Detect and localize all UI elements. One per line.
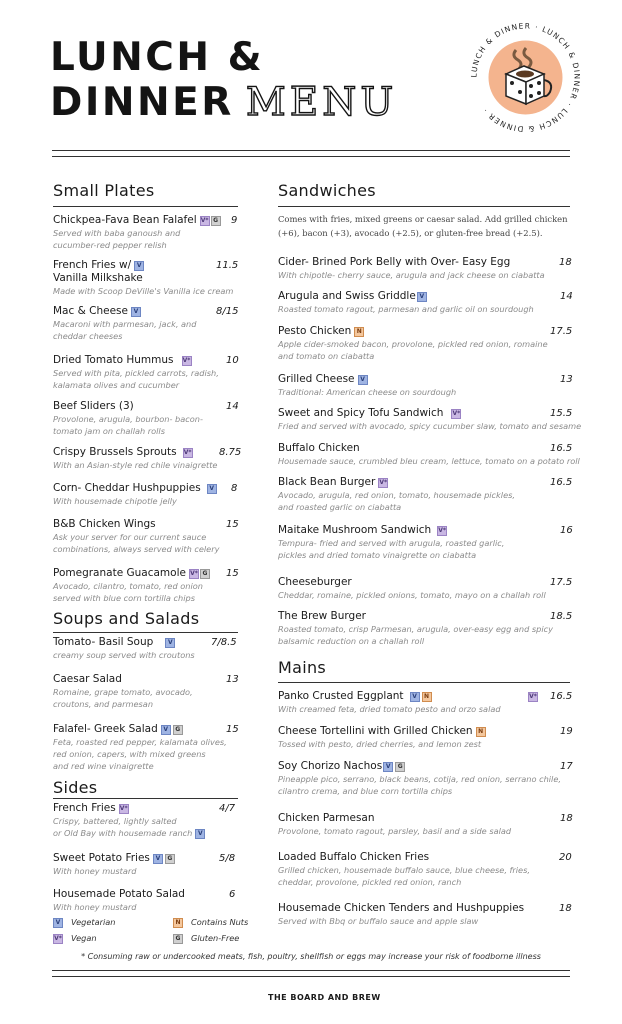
menu-item — [53, 518, 238, 555]
foodborne-illness-note: * Consuming raw or undercooked meats, fish, poultry, shellfish or eggs may increase your risk of foodborne illness — [81, 952, 541, 961]
item-name: Housemade Potato Salad — [53, 888, 185, 900]
item-price: 7/8.5 — [211, 637, 237, 648]
item-description: pickles and dried tomato vinaigrette on ciabatta — [278, 550, 477, 560]
item-description: Provolone, arugula, bourbon- bacon- — [53, 414, 203, 424]
menu-item — [278, 851, 570, 888]
item-description: cheddar, provolone, pickled red onion, ranch — [278, 877, 462, 887]
menu-title-dinner: DINNER — [50, 80, 234, 125]
item-name: Corn- Cheddar Hushpuppies — [53, 482, 201, 494]
legend-vegan — [53, 932, 97, 944]
item-price: 8 — [231, 483, 238, 494]
item-description: Roasted tomato ragout, parmesan and garlic oil on sourdough — [278, 304, 534, 314]
item-price: 15 — [226, 519, 239, 530]
gluten-free-badge: G — [395, 762, 405, 772]
vegetarian-badge: V — [417, 292, 427, 302]
legend-vegetarian — [53, 916, 115, 928]
vegetarian-badge: V — [358, 375, 368, 385]
vegetarian-badge: V — [134, 261, 144, 271]
vegetarian-badge: V — [161, 725, 171, 735]
item-description: Avocado, cilantro, tomato, red onion — [53, 581, 203, 591]
footer-divider — [52, 970, 570, 977]
item-description: cheddar cheeses — [53, 331, 123, 341]
item-description: With housemade chipotle jelly — [53, 496, 177, 506]
vegetarian-badge: V — [165, 638, 175, 648]
item-price: 16.5 — [550, 443, 573, 454]
vegan-badge: V* — [438, 527, 447, 534]
item-description: cilantro crema, and blue corn tortilla chips — [278, 786, 453, 796]
menu-title-outline: MENU — [245, 80, 398, 125]
gluten-free-badge: G — [165, 854, 175, 864]
item-description: Tempura- fried and served with arugula, roasted garlic, — [278, 538, 505, 548]
vegan-badge: V* — [182, 357, 191, 364]
section-title-small-plates: Small Plates — [53, 181, 155, 200]
item-name: Mac & Cheese — [53, 305, 128, 317]
item-description: and red wine vinaigrette — [53, 761, 154, 771]
vegan-badge: V* — [200, 217, 209, 224]
section-rule — [53, 206, 238, 207]
section-title-soups-salads: Soups and Salads — [53, 609, 200, 628]
menu-title-line2 — [50, 81, 397, 125]
legend-label: Contains Nuts — [191, 917, 249, 927]
legend-gluten-free — [173, 932, 239, 944]
item-name: B&B Chicken Wings — [53, 518, 156, 530]
item-description: red onion, capers, with mixed greens — [53, 749, 206, 759]
item-name: Soy Chorizo Nachos — [278, 760, 383, 772]
item-price: 18 — [560, 813, 573, 824]
sandwiches-intro: Comes with fries, mixed greens or caesar salad. Add grilled chicken (+6), bacon (+3), avocado (+2.5), or gluten-free bread (+2.5). — [278, 214, 568, 238]
item-name: Vanilla Milkshake — [53, 272, 143, 284]
item-description: With creamed feta, dried tomato pesto and orzo salad — [278, 704, 501, 714]
item-description: Romaine, grape tomato, avocado, — [53, 687, 193, 697]
menu-item — [278, 760, 573, 797]
vegetarian-badge: V — [410, 692, 420, 702]
menu-item — [278, 256, 570, 281]
gluten-free-badge: G — [173, 934, 183, 944]
item-price: 14 — [560, 291, 573, 302]
item-description: Roasted tomato, crisp Parmesan, arugula, over-easy egg and spicy — [278, 624, 553, 634]
vegan-badge: V* — [379, 479, 388, 486]
item-name: Falafel- Greek Salad — [53, 723, 158, 735]
item-description: creamy soup served with croutons — [53, 650, 195, 660]
item-name: Chicken Parmesan — [278, 812, 375, 824]
item-description: and roasted garlic on ciabatta — [278, 502, 402, 512]
item-description: Ask your server for our current sauce — [53, 532, 207, 542]
menu-item — [278, 407, 582, 432]
item-name: Grilled Cheese — [278, 373, 355, 385]
item-description: Macaroni with parmesan, jack, and — [53, 319, 197, 329]
nuts-badge: N — [173, 918, 183, 928]
section-rule — [278, 206, 570, 207]
item-description: With honey mustard — [53, 866, 137, 876]
vegan-badge: V* — [183, 449, 192, 456]
item-price: 13 — [560, 374, 573, 385]
item-description: Tossed with pesto, dried cherries, and lemon zest — [278, 739, 482, 749]
item-name: Arugula and Swiss Griddle — [278, 290, 416, 302]
logo-badge-graphic — [468, 20, 583, 135]
item-name: Cheeseburger — [278, 576, 352, 588]
item-description: Crispy, battered, lightly salted — [53, 816, 177, 826]
menu-item — [278, 325, 573, 362]
menu-item — [53, 852, 238, 877]
menu-item — [53, 802, 238, 839]
item-description: tomato jam on challah rolls — [53, 426, 165, 436]
item-description: Served with Bbq or buffalo sauce and apple slaw — [278, 916, 479, 926]
item-name: Sweet Potato Fries — [53, 852, 150, 864]
menu-item — [278, 576, 573, 601]
vegan-badge: V* — [119, 805, 128, 812]
item-description: kalamata olives and cucumber — [53, 380, 180, 390]
item-price: 8/15 — [216, 306, 239, 317]
menu-item — [278, 442, 580, 467]
item-name: Black Bean Burger — [278, 476, 376, 488]
section-rule — [278, 682, 570, 683]
vegan-badge: V* — [452, 410, 461, 417]
menu-item — [53, 354, 238, 391]
vegan-badge: V* — [190, 570, 198, 577]
vegetarian-badge: V — [153, 854, 163, 864]
item-name: Pomegranate Guacamole — [53, 567, 186, 579]
menu-item — [278, 610, 573, 647]
nuts-badge: N — [476, 727, 486, 737]
item-price: 10 — [226, 355, 239, 366]
item-price: 13 — [226, 674, 239, 685]
item-price: 19 — [560, 726, 573, 737]
item-price: 18 — [559, 257, 572, 268]
item-description: Pineapple pico, serrano, black beans, cotija, red onion, serrano chile, — [278, 774, 561, 784]
item-price: 18.5 — [550, 611, 573, 622]
item-name: Caesar Salad — [53, 673, 122, 685]
item-name: Pesto Chicken — [278, 325, 352, 337]
header-divider — [52, 150, 570, 157]
item-description: balsamic reduction on a challah roll — [278, 636, 425, 646]
item-price: 15 — [226, 724, 239, 735]
item-price: 8.75 — [219, 447, 242, 458]
item-name: Dried Tomato Hummus — [53, 354, 174, 366]
item-name: Cheese Tortellini with Grilled Chicken — [278, 725, 473, 737]
item-description: With chipotle- cherry sauce, arugula and jack cheese on ciabatta — [278, 270, 545, 280]
menu-item — [53, 214, 238, 251]
item-price: 6 — [229, 889, 236, 900]
item-description: Housemade sauce, crumbled bleu cream, lettuce, tomato on a potato roll — [278, 456, 580, 466]
item-name: Maitake Mushroom Sandwich — [278, 524, 432, 536]
legend-label: Vegetarian — [71, 917, 116, 927]
item-description: With honey mustard — [53, 902, 137, 912]
item-description: or Old Bay with housemade ranch — [53, 828, 193, 838]
menu-item — [53, 723, 238, 772]
gluten-free-badge: G — [200, 569, 210, 579]
item-price: 4/7 — [219, 803, 236, 814]
section-rule — [53, 632, 238, 633]
vegetarian-badge: V — [195, 829, 205, 839]
item-description: Served with baba ganoush and — [53, 228, 181, 238]
item-price: 20 — [559, 852, 572, 863]
item-name: Housemade Chicken Tenders and Hushpuppies — [278, 902, 525, 914]
legend-nuts — [173, 916, 248, 928]
section-rule — [53, 798, 238, 799]
menu-item — [53, 567, 238, 604]
item-price: 16.5 — [550, 691, 573, 702]
menu-item — [53, 482, 238, 507]
item-name: Panko Crusted Eggplant — [278, 690, 404, 702]
item-description: combinations, always served with celery — [53, 544, 220, 554]
gluten-free-badge: G — [173, 725, 183, 735]
vegan-badge: V* — [54, 935, 62, 942]
item-price: 17.5 — [550, 577, 573, 588]
menu-item — [53, 673, 238, 710]
item-name: Chickpea-Fava Bean Falafel — [53, 214, 197, 226]
item-name: Crispy Brussels Sprouts — [53, 446, 177, 458]
item-name: Loaded Buffalo Chicken Fries — [278, 851, 430, 863]
item-description: With an Asian-style red chile vinaigrette — [53, 460, 218, 470]
item-price: 11.5 — [216, 260, 239, 271]
logo-badge — [468, 20, 583, 135]
vegetarian-badge: V — [53, 918, 63, 928]
menu-item — [53, 305, 238, 342]
menu-item — [53, 636, 238, 661]
brand-logo: THE BOARD AND BREW — [268, 993, 381, 1002]
item-price: 16.5 — [550, 477, 573, 488]
item-name: The Brew Burger — [278, 610, 366, 622]
item-description: Fried and served with avocado, spicy cucumber slaw, tomato and sesame — [278, 421, 582, 431]
section-title-mains: Mains — [278, 658, 327, 677]
item-price: 17.5 — [550, 326, 573, 337]
vegetarian-badge: V — [131, 307, 141, 317]
item-description: Cheddar, romaine, pickled onions, tomato, mayo on a challah roll — [278, 590, 546, 600]
item-name: Buffalo Chicken — [278, 442, 360, 454]
item-description: Feta, roasted red pepper, kalamata olives, — [53, 737, 227, 747]
menu-item — [278, 373, 573, 398]
item-price: 15.5 — [550, 408, 573, 419]
item-price: 16 — [560, 525, 573, 536]
section-title-sides: Sides — [53, 778, 98, 797]
item-description: Apple cider-smoked bacon, provolone, pickled red onion, romaine — [278, 339, 548, 349]
item-description: served with blue corn tortilla chips — [53, 593, 195, 603]
item-name: Beef Sliders (3) — [53, 400, 134, 412]
menu-item — [278, 690, 573, 715]
item-description: Made with Scoop DeVille's Vanilla ice cream — [53, 286, 234, 296]
item-description: and tomato on ciabatta — [278, 351, 375, 361]
menu-item — [53, 400, 238, 437]
menu-item — [278, 524, 573, 561]
item-price: 15 — [226, 568, 239, 579]
menu-item — [278, 725, 573, 750]
menu-item — [53, 446, 242, 471]
nuts-badge: N — [354, 327, 364, 337]
item-price: 9 — [231, 215, 238, 226]
item-description: Served with pita, pickled carrots, radish, — [53, 368, 219, 378]
item-price: 5/8 — [219, 853, 236, 864]
item-description: croutons, and parmesan — [53, 699, 154, 709]
menu-item — [278, 290, 573, 315]
gluten-free-badge: G — [211, 216, 221, 226]
item-description: cucumber-red pepper relish — [53, 240, 167, 250]
item-description: Traditional: American cheese on sourdough — [278, 387, 457, 397]
nuts-badge: N — [422, 692, 432, 702]
item-name: Sweet and Spicy Tofu Sandwich — [278, 407, 444, 419]
item-price: 14 — [226, 401, 239, 412]
vegetarian-badge: V — [207, 484, 217, 494]
legend-label: Vegan — [71, 933, 97, 943]
menu-item — [278, 902, 570, 927]
menu-title-line1: LUNCH & — [50, 35, 265, 80]
item-description: Provolone, tomato ragout, parsley, basil and a side salad — [278, 826, 512, 836]
item-name: French Fries w/ — [53, 259, 132, 271]
menu-item — [278, 812, 573, 837]
item-description: Grilled chicken, housemade buffalo sauce, blue cheese, fries, — [278, 865, 530, 875]
item-name: French Fries — [53, 802, 116, 814]
logo-ring-text: LUNCH & DINNER · LUNCH & DINNER · LUNCH & DINNER · — [469, 21, 582, 134]
item-description: Avocado, arugula, red onion, tomato, housemade pickles, — [278, 490, 515, 500]
item-name: Cider- Brined Pork Belly with Over- Easy Egg — [278, 256, 511, 268]
legend-label: Gluten-Free — [191, 933, 240, 943]
vegetarian-badge: V — [383, 762, 393, 772]
item-price: 17 — [560, 761, 573, 772]
item-name: Tomato- Basil Soup — [53, 636, 154, 648]
menu-item — [53, 888, 238, 913]
item-price: 18 — [559, 903, 572, 914]
section-title-sandwiches: Sandwiches — [278, 181, 376, 200]
menu-item — [278, 476, 573, 513]
menu-item — [53, 259, 238, 297]
vegan-badge: V* — [529, 693, 537, 700]
